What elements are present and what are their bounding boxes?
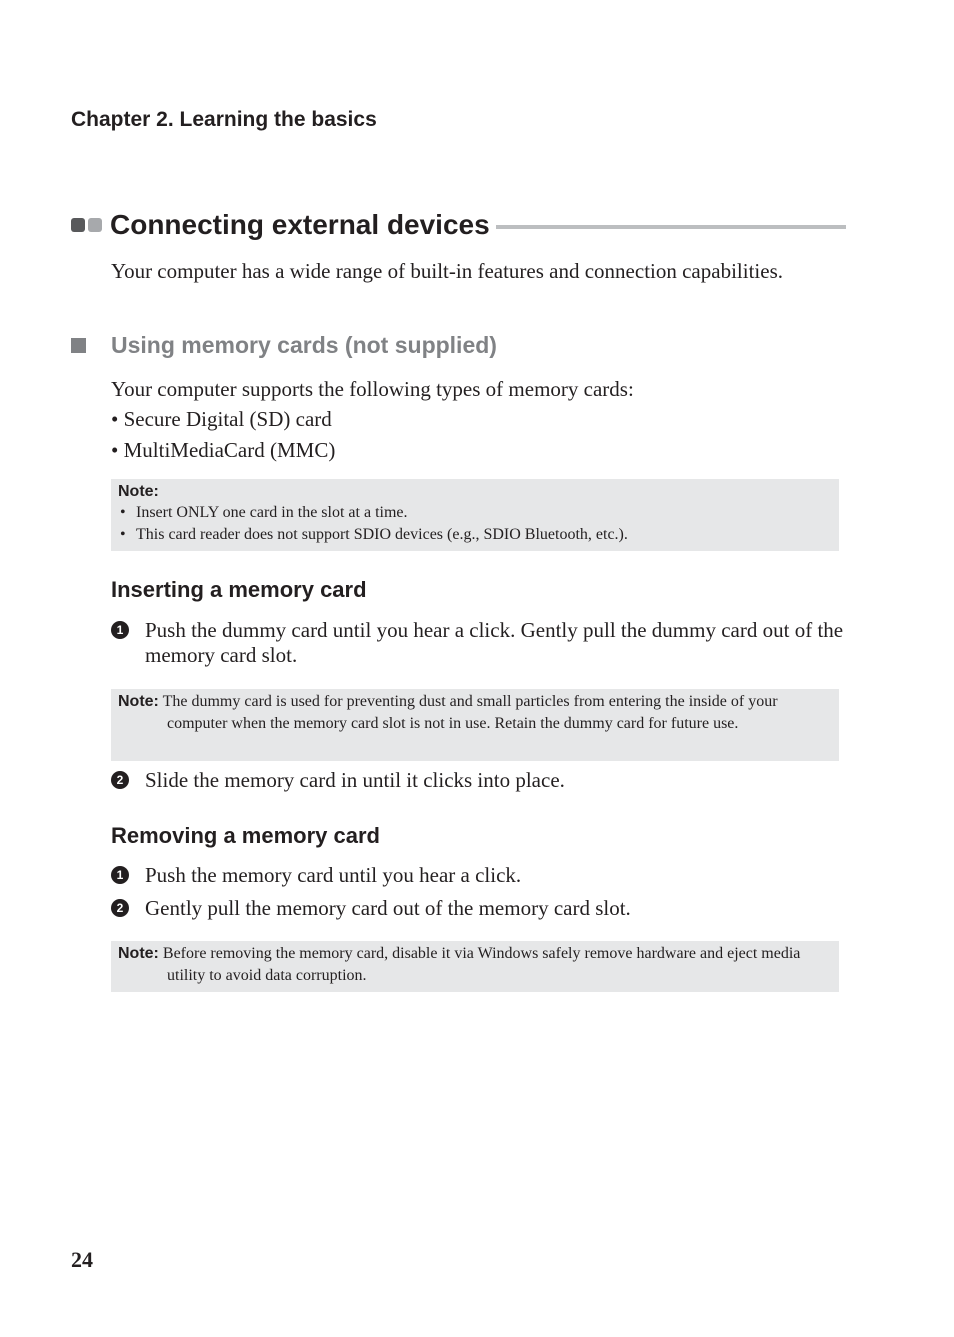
note-item: • This card reader does not support SDIO devices (e.g., SDIO Bluetooth, etc.).: [120, 526, 628, 543]
section-title: Connecting external devices: [110, 209, 490, 240]
heading-rule: [496, 225, 846, 229]
step-text: Push the memory card until you hear a click.: [145, 863, 522, 887]
section-intro: Your computer has a wide range of built-in features and connection capabilities.: [111, 259, 783, 283]
step-number-icon: 2: [111, 899, 129, 917]
note-label: Note:: [118, 483, 159, 500]
step-number-icon: 2: [111, 771, 129, 789]
step-item: [111, 896, 851, 921]
step-item: [111, 618, 851, 668]
step-number-icon: 1: [111, 621, 129, 639]
note-label: Note:: [118, 693, 159, 710]
list-item: • MultiMediaCard (MMC): [111, 438, 336, 462]
supports-text: Your computer supports the following types of memory cards:: [111, 377, 634, 401]
step-text: Slide the memory card in until it clicks into place.: [145, 768, 565, 792]
square-bullet-icon: [71, 338, 86, 353]
note-box: [111, 689, 839, 761]
note-text: The dummy card is used for preventing dust and small particles from entering the inside of your computer when the memory card slot is not in use. Retain the dummy card for future use.: [162, 693, 778, 732]
heading-dots-icon: [71, 218, 102, 232]
step-item: [111, 863, 851, 888]
section-heading: [71, 205, 846, 245]
chapter-header: Chapter 2. Learning the basics: [71, 108, 377, 131]
step-text: Push the dummy card until you hear a click. Gently pull the dummy card out of the memory card slot.: [145, 618, 844, 667]
step-item: [111, 768, 851, 793]
inserting-heading: Inserting a memory card: [111, 577, 367, 602]
subsection-heading: [71, 332, 497, 359]
page-number: 24: [71, 1247, 93, 1272]
note-content: [118, 943, 832, 987]
step-text: Gently pull the memory card out of the memory card slot.: [145, 896, 631, 920]
removing-heading: Removing a memory card: [111, 823, 380, 848]
note-content: [118, 691, 832, 735]
list-item: • Secure Digital (SD) card: [111, 407, 332, 431]
note-box: [111, 479, 839, 551]
note-text: Before removing the memory card, disable it via Windows safely remove hardware and eject media utility to avoid data corruption.: [162, 945, 801, 984]
note-item: • Insert ONLY one card in the slot at a time.: [120, 504, 408, 521]
note-label: Note:: [118, 945, 159, 962]
step-number-icon: 1: [111, 866, 129, 884]
note-box: [111, 941, 839, 992]
subsection-title: Using memory cards (not supplied): [111, 332, 497, 358]
